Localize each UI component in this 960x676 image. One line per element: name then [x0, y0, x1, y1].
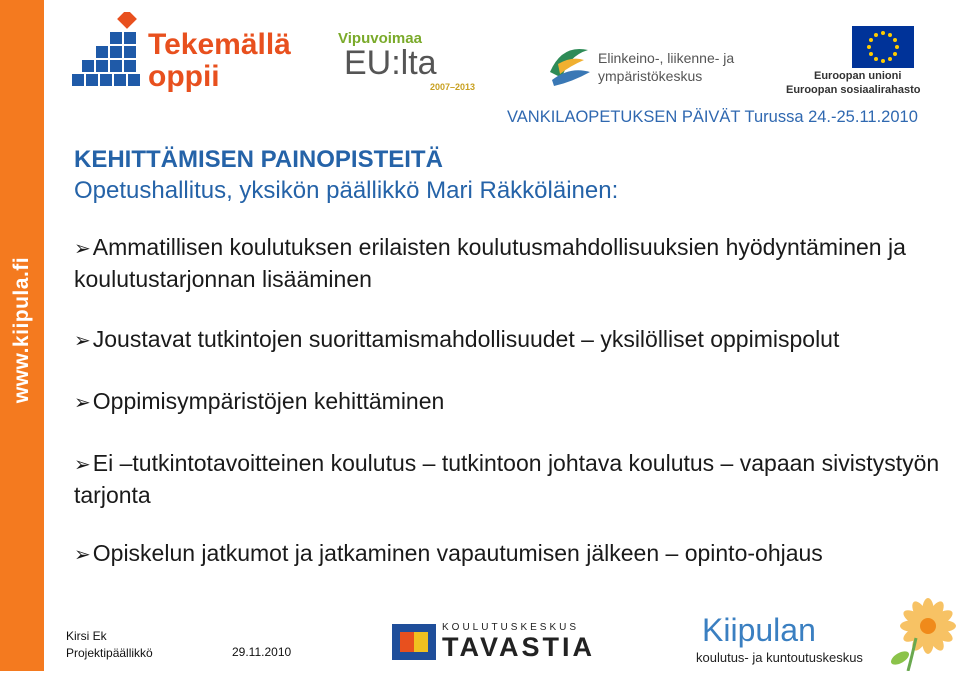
- vipuvoimaa-text: Vipuvoimaa: [338, 30, 422, 47]
- arrowhead-icon: ➢: [74, 544, 91, 566]
- ely-line1: Elinkeino-, liikenne- ja: [598, 50, 735, 66]
- ely-logo: [546, 38, 736, 98]
- tekemalla-oppii-logo: [72, 12, 291, 96]
- footer-date: 29.11.2010: [232, 645, 292, 659]
- bullet-text: Opiskelun jatkumot ja jatkaminen vapautumisen jälkeen – opinto-ohjaus: [92, 540, 823, 566]
- bullet-item: [74, 232, 944, 294]
- eu-flag-icon: [852, 26, 914, 68]
- bullet-item: [74, 538, 944, 570]
- bullet-text: Joustavat tutkintojen suorittamismahdollisuudet – yksilölliset oppimispolut: [92, 326, 840, 352]
- arrowhead-icon: ➢: [74, 392, 91, 414]
- tavastia-main-text: TAVASTIA: [442, 632, 595, 662]
- slide-title: KEHITTÄMISEN PAINOPISTEITÄ: [74, 146, 443, 173]
- eulta-text: EU:lta: [344, 44, 437, 82]
- flower-decoration: [872, 598, 960, 671]
- bullet-item: [74, 324, 944, 356]
- bullet-list: [74, 232, 944, 600]
- kiipulan-sub-text: koulutus- ja kuntoutuskeskus: [696, 650, 863, 665]
- slide-subtitle: Opetushallitus, yksikön päällikkö Mari Räkköläinen:: [74, 177, 619, 204]
- tekemalla-text: Tekemällä: [148, 28, 291, 61]
- bullet-item: [74, 448, 944, 510]
- vipuvoimaa-eulta-logo: [338, 30, 488, 96]
- years-text: 2007–2013: [430, 82, 476, 92]
- tavastia-logo: [392, 622, 600, 662]
- arrowhead-icon: ➢: [74, 238, 91, 260]
- kiipulan-main-text: Kiipulan: [702, 612, 816, 648]
- sidebar: [0, 0, 44, 671]
- footer-author: [66, 628, 153, 662]
- bullet-text: Ammatillisen koulutuksen erilaisten koulutusmahdollisuuksien hyödyntäminen ja koulutustarjonnan lisääminen: [74, 234, 906, 292]
- kiipulan-logo: [696, 612, 876, 668]
- bullet-item: [74, 386, 944, 418]
- sidebar-url: www.kiipula.fi: [10, 256, 33, 404]
- footer-name: Kirsi Ek: [66, 629, 107, 643]
- eu-line1: Euroopan unioni: [814, 70, 902, 82]
- tavastia-top-text: KOULUTUSKESKUS: [442, 622, 580, 633]
- ely-emblem-icon: [546, 42, 592, 88]
- conference-header: VANKILAOPETUKSEN PÄIVÄT Turussa 24.-25.11.2010: [507, 108, 918, 126]
- arrowhead-icon: ➢: [74, 454, 91, 476]
- ely-line2: ympäristökeskus: [598, 68, 703, 84]
- flower-icon: [872, 598, 960, 671]
- eu-line2: Euroopan sosiaalirahasto: [786, 84, 921, 96]
- bullet-text: Oppimisympäristöjen kehittäminen: [92, 388, 445, 414]
- bullet-text: Ei –tutkintotavoitteinen koulutus – tutkintoon johtava koulutus – vapaan sivistystyön tarjonta: [74, 450, 940, 508]
- oppii-text: oppii: [148, 60, 220, 93]
- footer-role: Projektipäällikkö: [66, 646, 153, 660]
- arrowhead-icon: ➢: [74, 330, 91, 352]
- eu-logo: [782, 26, 954, 96]
- tavastia-emblem-icon: [392, 624, 436, 660]
